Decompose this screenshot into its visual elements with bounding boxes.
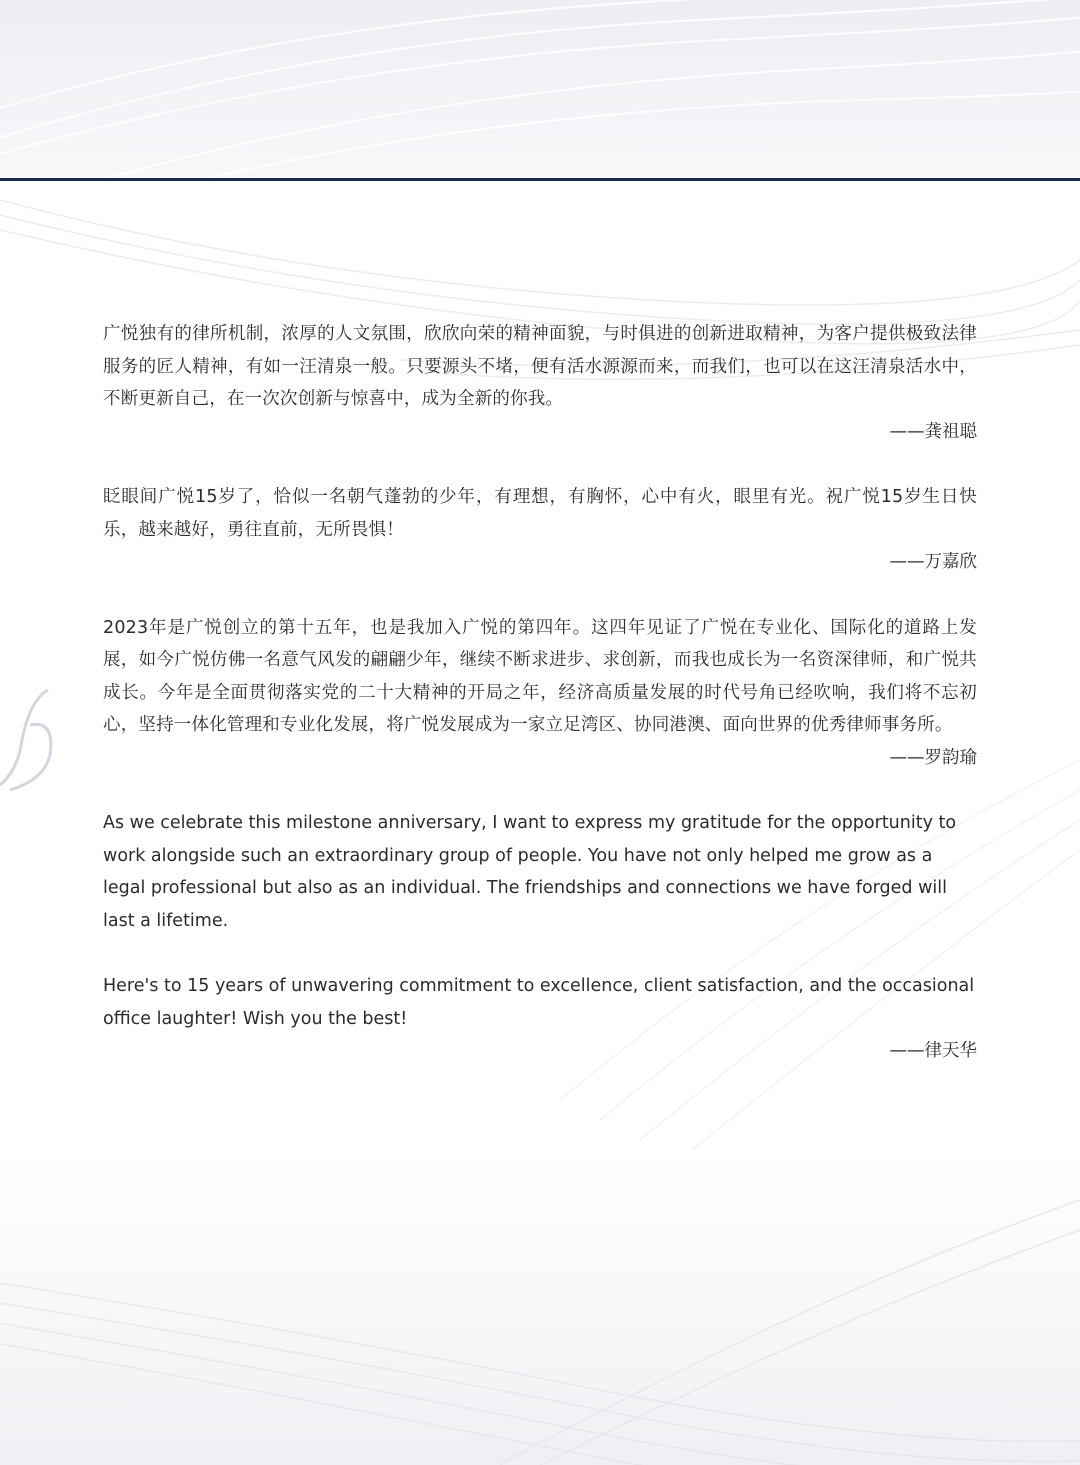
header-divider bbox=[0, 178, 1080, 181]
message-signature: ——万嘉欣 bbox=[889, 552, 977, 572]
message-text-en: As we celebrate this milestone anniversary, I want to express my gratitude for the opportunity to work alongside such an extraordinary group of people. You have not only helped me grow as a legal professional but also as an individual. The friendships and connections we have forged will last a lifetime. bbox=[103, 813, 957, 931]
message-signature: ——罗韵瑜 bbox=[889, 747, 977, 768]
message-text: 广悦独有的律所机制，浓厚的人文氛围，欣欣向荣的精神面貌，与时俱进的创新进取精神，为客户提供极致法律服务的匠人精神，有如一汪清泉一般。只要源头不堵，便有活水源源而来，而我们，也可以在这汪清泉活水中，不断更新自己，在一次次创新与惊喜中，成为全新的你我。 bbox=[103, 324, 977, 409]
message-text: 眨眼间广悦15岁了，恰似一名朝气蓬勃的少年，有理想，有胸怀，心中有火，眼里有光。祝广悦15岁生日快乐，越来越好，勇往直前，无所畏惧！ bbox=[103, 487, 977, 540]
message-signature: ——龚祖聪 bbox=[889, 421, 977, 442]
message-text: 2023年是广悦创立的第十五年，也是我加入广悦的第四年。这四年见证了广悦在专业化、国际化的道路上发展，如今广悦仿佛一名意气风发的翩翩少年，继续不断求进步、求创新，而我也成长为一名资深律师，和广悦共成长。今年是全面贯彻落实党的二十大精神的开局之年，经济高质量发展的时代号角已经吹响，我们将不忘初心，坚持一体化管理和专业化发展，将广悦发展成为一家立足湾区、协同港澳、面向世界的优秀律师事务所。 bbox=[103, 617, 977, 735]
message-text-en: Here's to 15 years of unwavering commitment to excellence, client satisfaction, and the occasional office laughter! Wish you the best! bbox=[103, 976, 975, 1029]
message-signature: ——律天华 bbox=[889, 1041, 977, 1061]
testimonials bbox=[103, 318, 977, 1068]
